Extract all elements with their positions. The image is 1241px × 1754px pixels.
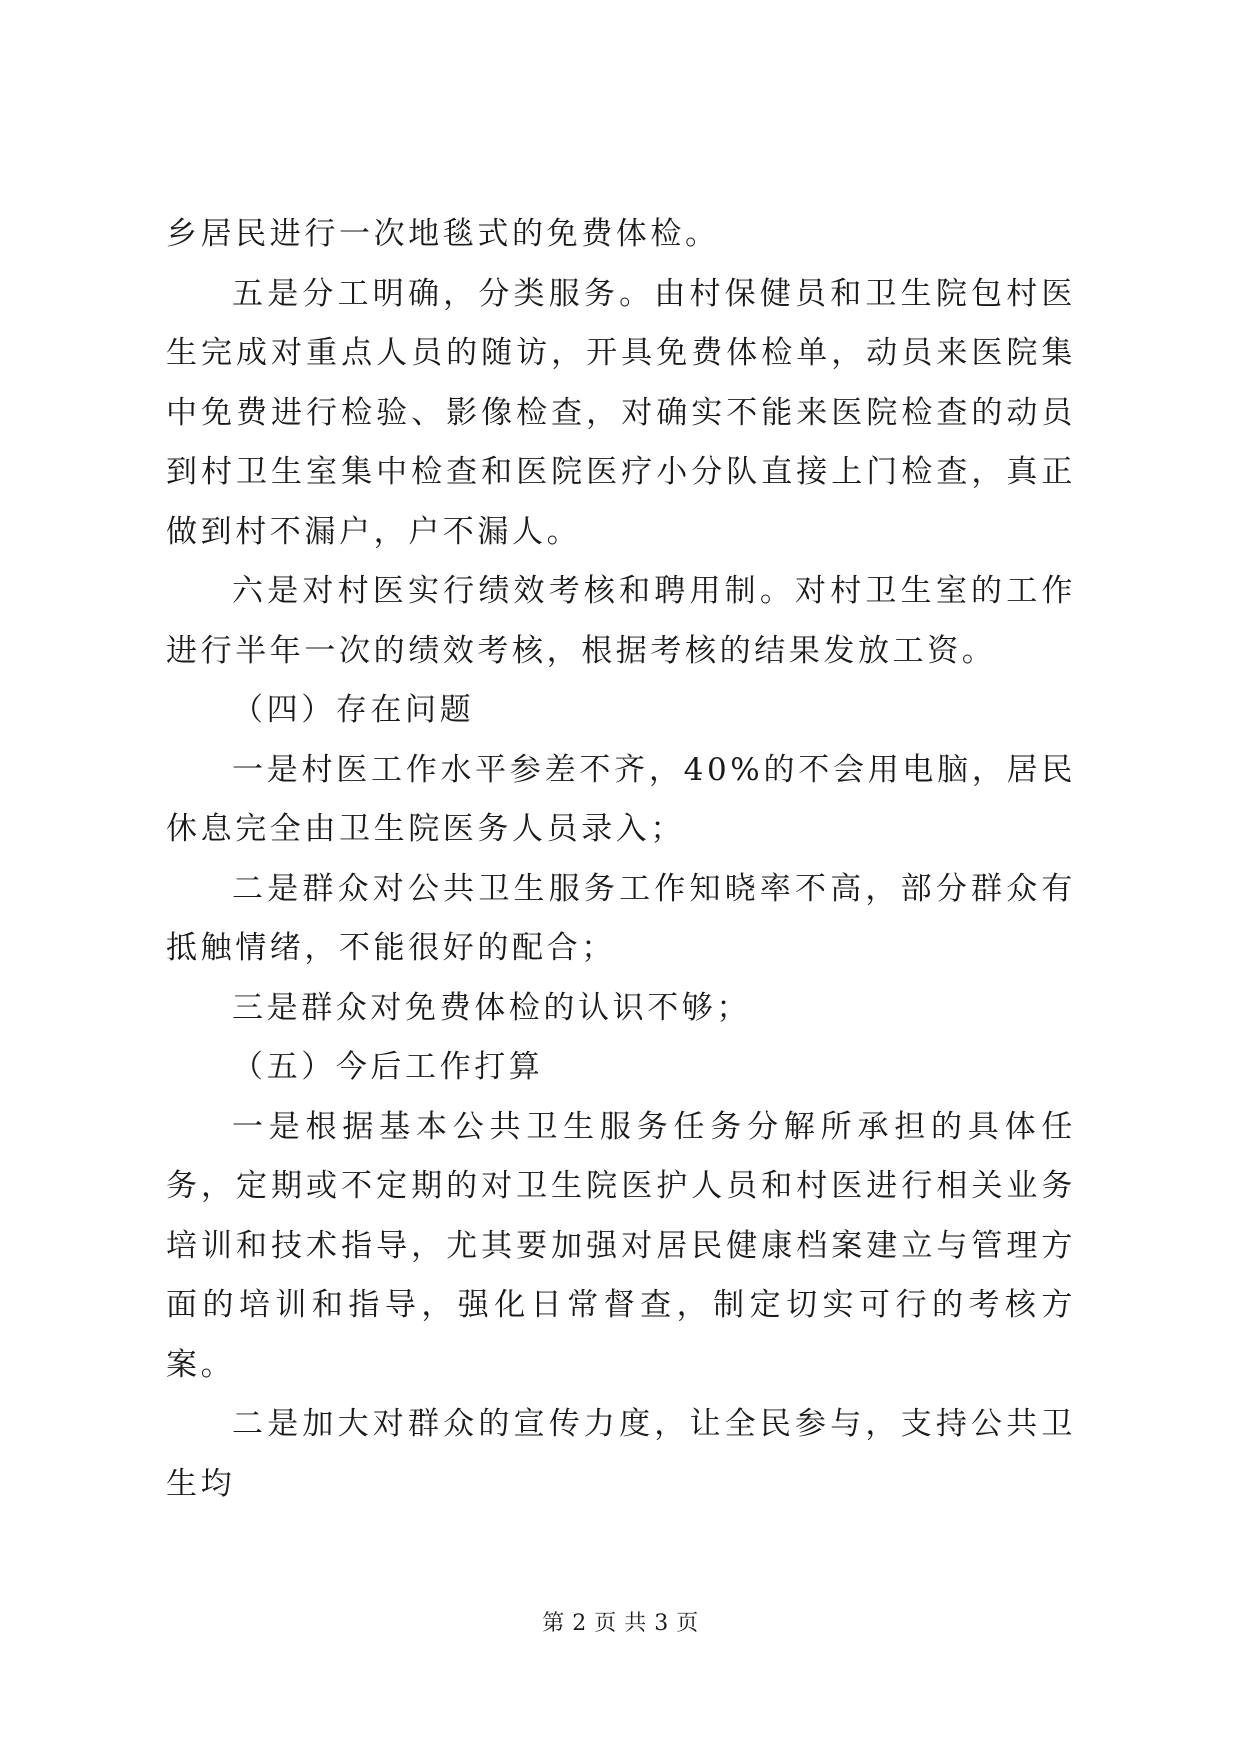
paragraph-problem-2: 二是群众对公共卫生服务工作知晓率不高，部分群众有抵触情绪，不能很好的配合； [166, 870, 1076, 966]
page-footer: 第 2 页 共 3 页 [542, 1611, 699, 1636]
paragraph-item-5: 五是分工明确，分类服务。由村保健员和卫生院包村医生完成对重点人员的随访，开具免费体检单，动员来医院集中免费进行检验、影像检查，对确实不能来医院检查的动员到村卫生室集中检查和医院医疗小分队直接上门检查，真正做到村不漏户，户不漏人。 [166, 275, 1076, 550]
document-body [166, 205, 1076, 1514]
paragraph-item-6: 六是对村医实行绩效考核和聘用制。对村卫生室的工作进行半年一次的绩效考核，根据考核的结果发放工资。 [166, 573, 1076, 669]
paragraph-problem-1: 一是村医工作水平参差不齐，40%的不会用电脑，居民休息完全由卫生院医务人员录入； [166, 751, 1076, 847]
paragraph-problem-3: 三是群众对免费体检的认识不够； [232, 989, 751, 1026]
paragraph-continuation: 乡居民进行一次地毯式的免费体检。 [166, 216, 720, 252]
paragraph-plan-2: 二是加大对群众的宣传力度，让全民参与，支持公共卫生均 [166, 1406, 1076, 1502]
section-heading-plans: （五）今后工作打算 [232, 1049, 544, 1085]
paragraph-plan-1: 一是根据基本公共卫生服务任务分解所承担的具体任务，定期或不定期的对卫生院医护人员和村医进行相关业务培训和技术指导，尤其要加强对居民健康档案建立与管理方面的培训和指导，强化日常督查，制定切实可行的考核方案。 [166, 1108, 1076, 1383]
section-heading-problems: （四）存在问题 [232, 692, 475, 728]
